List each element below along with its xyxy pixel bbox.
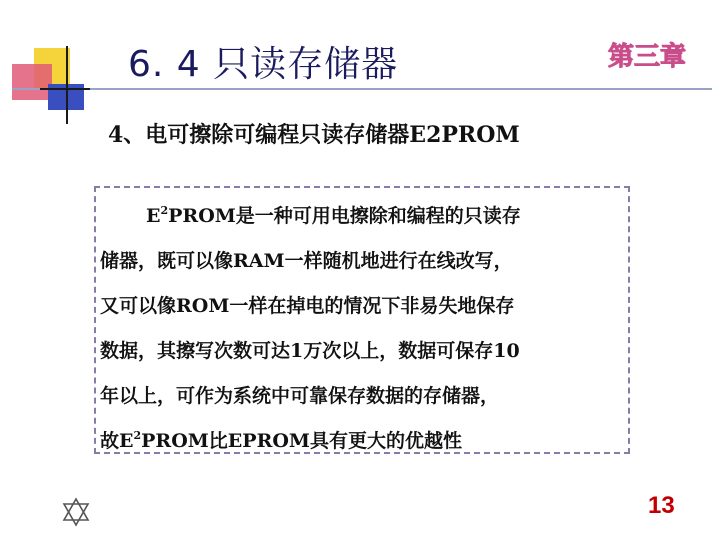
paragraph-line-5: 年以上，可作为系统中可靠保存数据的存储器， <box>100 385 500 407</box>
paragraph-line-2: 储器，既可以像RAM一样随机地进行在线改写， <box>100 250 513 272</box>
line1-post: PROM是一种可用电擦除和编程的只读存 <box>168 205 521 227</box>
line1-pre: E <box>146 205 161 227</box>
paragraph-line-6 <box>100 419 630 464</box>
paragraph-line-1 <box>100 194 630 239</box>
star-of-david-icon <box>60 496 92 528</box>
page-number: 13 <box>648 492 675 519</box>
decor-horizontal-accent <box>40 88 90 90</box>
slide-title: 6. 4 只读存储器 <box>128 44 399 85</box>
decor-vertical-rule <box>66 46 68 124</box>
decor-red-block <box>12 64 52 100</box>
content-paragraph <box>100 194 630 464</box>
line6-post: PROM比EPROM具有更大的优越性 <box>141 430 462 452</box>
paragraph-line-3: 又可以像ROM一样在掉电的情况下非易失地保存 <box>100 295 515 317</box>
line6-pre: 故E <box>100 430 134 452</box>
line1-superscript: 2 <box>160 204 169 217</box>
paragraph-line-4: 数据，其擦写次数可达1万次以上，数据可保存10 <box>100 340 520 362</box>
chapter-badge: 第三章 <box>608 42 687 72</box>
section-subtitle: 4、电可擦除可编程只读存储器E2PROM <box>108 122 520 148</box>
line6-superscript: 2 <box>133 429 142 442</box>
decor-horizontal-rule <box>12 88 712 90</box>
